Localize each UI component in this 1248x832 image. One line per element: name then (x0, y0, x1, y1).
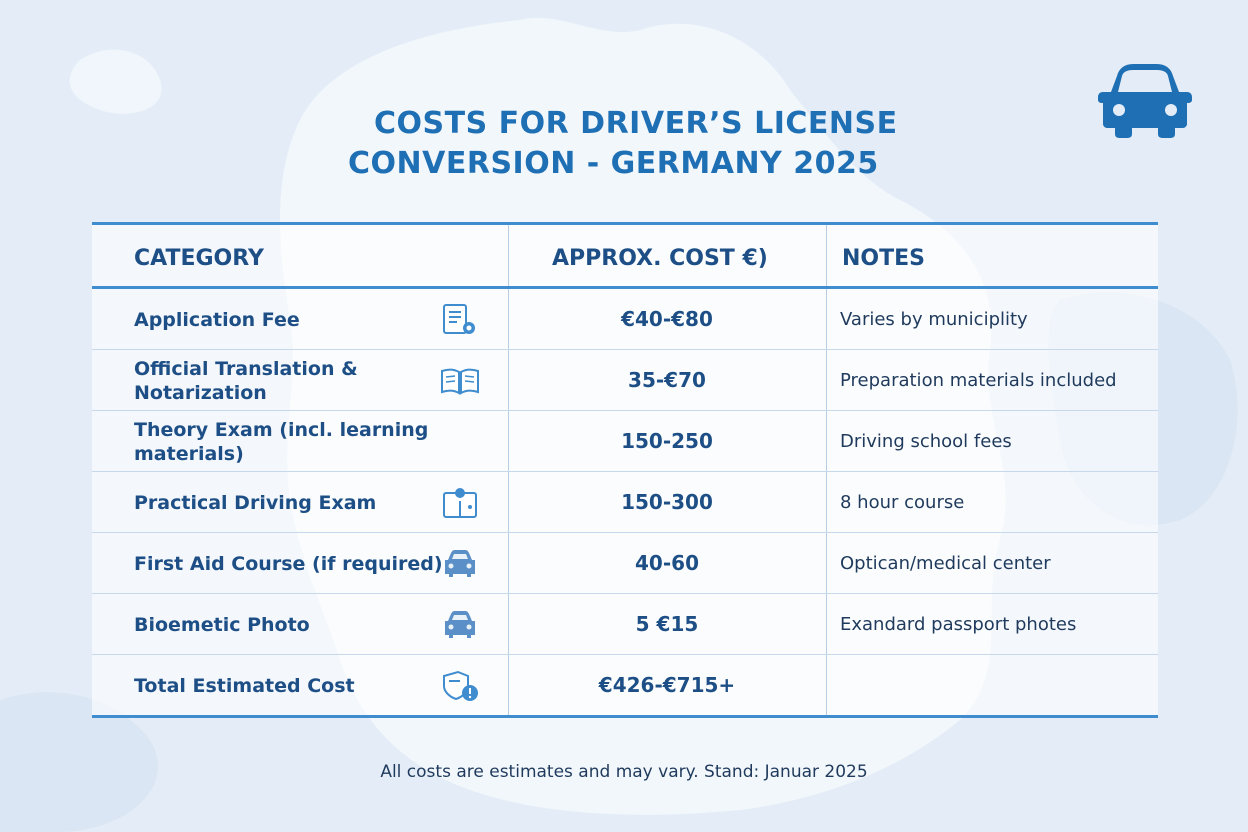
cost-table (92, 222, 1158, 718)
table-row (92, 350, 1158, 411)
footer-note: All costs are estimates and may vary. Stand: Januar 2025 (380, 762, 868, 782)
notes-cell: Varies by municiplity (840, 309, 1028, 330)
category-cell: Total Estimated Cost (134, 674, 355, 697)
table-row (92, 472, 1158, 533)
table-row (92, 594, 1158, 655)
category-cell: First Aid Course (if required) (134, 552, 443, 575)
table-row (92, 289, 1158, 350)
notes-cell: Driving school fees (840, 431, 1012, 452)
category-cell: Bioemetic Photo (134, 613, 310, 636)
header-category: CATEGORY (134, 246, 264, 271)
document-pin-icon (440, 304, 480, 336)
car-icon (440, 609, 480, 641)
header-notes: NOTES (842, 246, 925, 271)
open-book-icon (440, 365, 480, 397)
notes-cell: Optican/medical center (840, 553, 1051, 574)
table-header-row (92, 225, 1158, 289)
cost-cell: 5 €15 (635, 612, 699, 636)
person-book-icon (440, 487, 480, 519)
table-row (92, 411, 1158, 472)
notes-cell: Exandard passport photes (840, 614, 1077, 635)
cost-cell: €40-€80 (621, 307, 713, 331)
category-cell: Practical Driving Exam (134, 491, 377, 514)
title-line-2: CONVERSION - GERMANY 2025 (348, 146, 879, 181)
notes-cell: Preparation materials included (840, 370, 1117, 391)
category-cell: Application Fee (134, 308, 300, 331)
cost-cell: 35-€70 (628, 368, 706, 392)
category-cell: Theory Exam (incl. learning materials) (134, 418, 429, 465)
shield-clock-icon (440, 670, 480, 702)
table-row-total (92, 655, 1158, 716)
page-title (300, 104, 900, 184)
cost-cell: 150-300 (621, 490, 713, 514)
category-cell: Official Translation & Notarization (134, 357, 358, 404)
cost-cell: 150-250 (621, 429, 713, 453)
car-icon (440, 548, 480, 580)
title-line-1: COSTS FOR DRIVER’S LICENSE (374, 106, 898, 141)
cost-cell: €426-€715+ (598, 673, 736, 697)
table-row (92, 533, 1158, 594)
cost-cell: 40-60 (635, 551, 699, 575)
header-cost: APPROX. COST €) (552, 246, 768, 271)
notes-cell: 8 hour course (840, 492, 965, 513)
car-icon (1095, 62, 1195, 140)
